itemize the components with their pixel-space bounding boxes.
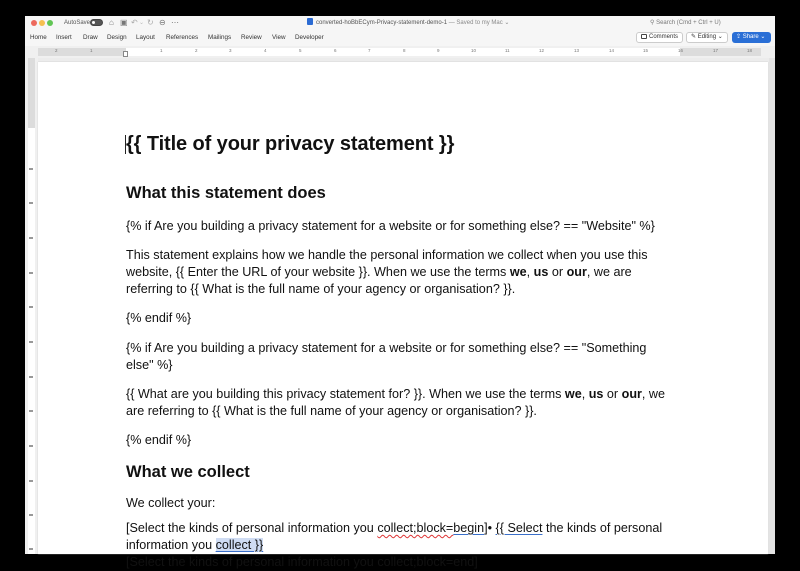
ruler-number: 1 (90, 48, 93, 53)
grammar-suggestion[interactable]: {{ Select (495, 521, 543, 535)
ruler-number: 11 (505, 48, 510, 53)
vertical-scrollbar[interactable] (769, 58, 775, 554)
ruler-number: 1 (160, 48, 163, 53)
chevron-down-icon: ⌄ (716, 34, 723, 40)
editing-label: Editing (697, 34, 717, 40)
tab-design[interactable]: Design (107, 34, 127, 41)
ruler-tick (29, 306, 33, 308)
paragraph-endif: {% endif %} (126, 311, 192, 325)
text-run: , (581, 387, 589, 401)
ruler-number: 10 (471, 48, 477, 53)
ruler-number: 9 (437, 48, 440, 53)
text-line: This statement explains how we handle the personal information we collect when you use this (126, 248, 648, 262)
ruler-tick (29, 376, 33, 378)
text-line (126, 537, 662, 554)
ruler-top-margin (28, 58, 35, 128)
search-placeholder: Search (Cmd + Ctrl + U) (656, 20, 721, 26)
pencil-icon: ✎ (691, 34, 698, 40)
bold-term-our: our (621, 387, 642, 401)
document-page[interactable] (38, 62, 768, 569)
more-icon[interactable]: ⋯ (171, 18, 179, 27)
text-line: else" %} (126, 358, 173, 372)
document-canvas (38, 58, 775, 569)
text-line (126, 264, 648, 281)
ruler-number: 2 (55, 48, 58, 53)
close-window-button[interactable] (31, 20, 37, 26)
ruler-tick (29, 445, 33, 447)
ribbon-tabs (25, 30, 775, 46)
word-window (25, 16, 775, 569)
paragraph-we-collect-your: We collect your: (126, 496, 216, 510)
editing-mode-button[interactable] (686, 32, 728, 43)
minimize-window-button[interactable] (39, 20, 45, 26)
text-line (126, 386, 665, 403)
spelling-error[interactable]: collect;block= (377, 521, 454, 535)
text-run: information you (126, 538, 216, 552)
word-file-icon (307, 18, 313, 25)
ruler-tick (29, 341, 33, 343)
tab-review[interactable]: Review (241, 34, 262, 41)
text-run: , we (641, 387, 666, 401)
heading-what-this-statement-does: What this statement does (126, 184, 326, 202)
ruler-number: 13 (574, 48, 580, 53)
tab-layout[interactable]: Layout (136, 34, 155, 41)
paragraph-select-kinds-block (126, 520, 662, 571)
ruler-number: 16 (678, 48, 684, 53)
text-line: referring to {{ What is the full name of your agency or organisation? }}. (126, 282, 516, 296)
text-line: are referring to {{ What is the full name of your agency or organisation? }}. (126, 404, 537, 418)
paragraph-if-website: {% if Are you building a privacy statement for a website or for something else? == "Website" %} (126, 219, 655, 233)
text-run: ]• (484, 521, 496, 535)
comment-icon (641, 34, 647, 39)
ruler-tick (29, 237, 33, 239)
ruler-tick (29, 272, 33, 274)
tab-insert[interactable]: Insert (56, 34, 72, 41)
ruler-tick (29, 548, 33, 550)
undo-dropdown-icon[interactable]: ⌄ (139, 20, 145, 26)
bold-term-us: us (533, 265, 549, 279)
ruler-number: 3 (229, 48, 232, 53)
tab-draw[interactable]: Draw (83, 34, 98, 41)
document-title[interactable] (307, 17, 509, 29)
zoom-window-button[interactable] (47, 20, 53, 26)
ruler-number: 15 (643, 48, 649, 53)
save-status: — Saved to my Mac ⌄ (448, 20, 510, 26)
horizontal-ruler[interactable] (25, 46, 775, 58)
chevron-down-icon: ⌄ (758, 34, 766, 40)
text-run: [Select the kinds of personal information you (126, 521, 378, 535)
text-run: or (603, 387, 622, 401)
ruler-track (38, 48, 761, 56)
undo-icon[interactable]: ↶ (131, 18, 138, 27)
ruler-number: 12 (539, 48, 545, 53)
paragraph-if-something-else (126, 340, 646, 374)
redo-icon[interactable]: ↻ (147, 18, 154, 27)
autosave-toggle[interactable] (90, 19, 103, 26)
paragraph-statement-explains (126, 247, 648, 298)
share-icon: ⇪ (736, 34, 743, 40)
search-box[interactable] (650, 17, 721, 29)
tab-home[interactable]: Home (30, 34, 47, 41)
ruler-tick (29, 202, 33, 204)
indent-marker[interactable] (123, 51, 128, 57)
ruler-tick (29, 514, 33, 516)
document-title-heading: {{ Title of your privacy statement }} (126, 133, 455, 155)
print-icon[interactable]: ⊖ (159, 18, 166, 27)
text-run: website, {{ Enter the URL of your website }}. When we use the terms (126, 265, 510, 279)
ruler-number: 7 (368, 48, 371, 53)
document-name: converted-hoBbECym-Privacy-statement-demo-1 (316, 20, 448, 26)
vertical-ruler[interactable] (25, 58, 38, 554)
ruler-number: 6 (334, 48, 337, 53)
ruler-number: 5 (299, 48, 302, 53)
ruler-tick (29, 480, 33, 482)
tab-references[interactable]: References (166, 34, 199, 41)
text-run: the kinds of personal (542, 521, 663, 535)
bold-term-us: us (588, 387, 604, 401)
paragraph-endif: {% endif %} (126, 433, 192, 447)
text-line: {% if Are you building a privacy statement for a website or for something else? == "Something (126, 341, 647, 355)
autosave-label: AutoSave (64, 20, 91, 26)
text-run: {{ What are you building this privacy statement for? }}. When we use the terms (126, 387, 565, 401)
paragraph-building-for (126, 386, 665, 420)
tab-view[interactable]: View (272, 34, 286, 41)
ruler-tick (29, 168, 33, 170)
ruler-number: 18 (747, 48, 753, 53)
title-bar (25, 16, 775, 30)
tab-developer[interactable]: Developer (295, 34, 324, 41)
grammar-suggestion[interactable]: begin (453, 521, 485, 535)
ruler-number: 8 (403, 48, 406, 53)
heading-what-we-collect: What we collect (126, 463, 250, 481)
ruler-number: 14 (609, 48, 615, 53)
ruler-number: 4 (264, 48, 267, 53)
save-icon[interactable]: ▣ (120, 18, 128, 27)
home-icon[interactable]: ⌂ (109, 18, 114, 27)
bold-term-our: our (566, 265, 587, 279)
ruler-left-margin (38, 48, 126, 56)
search-icon: ⚲ (650, 20, 657, 26)
share-label: Share (742, 34, 759, 40)
share-button[interactable] (732, 32, 771, 43)
comments-label: Comments (649, 34, 679, 40)
ruler-number: 17 (713, 48, 719, 53)
text-run: , we are (586, 265, 632, 279)
text-line (126, 520, 662, 537)
selected-text[interactable]: collect }} (215, 538, 264, 552)
comments-button[interactable] (636, 32, 683, 43)
ruler-number: 2 (195, 48, 198, 53)
text-line: [Select the kinds of personal information you collect;block=end] (126, 555, 478, 569)
bold-term-we: we (564, 387, 582, 401)
tab-mailings[interactable]: Mailings (208, 34, 232, 41)
bold-term-we: we (509, 265, 527, 279)
text-run: , (526, 265, 534, 279)
ruler-tick (29, 410, 33, 412)
text-run: or (548, 265, 567, 279)
